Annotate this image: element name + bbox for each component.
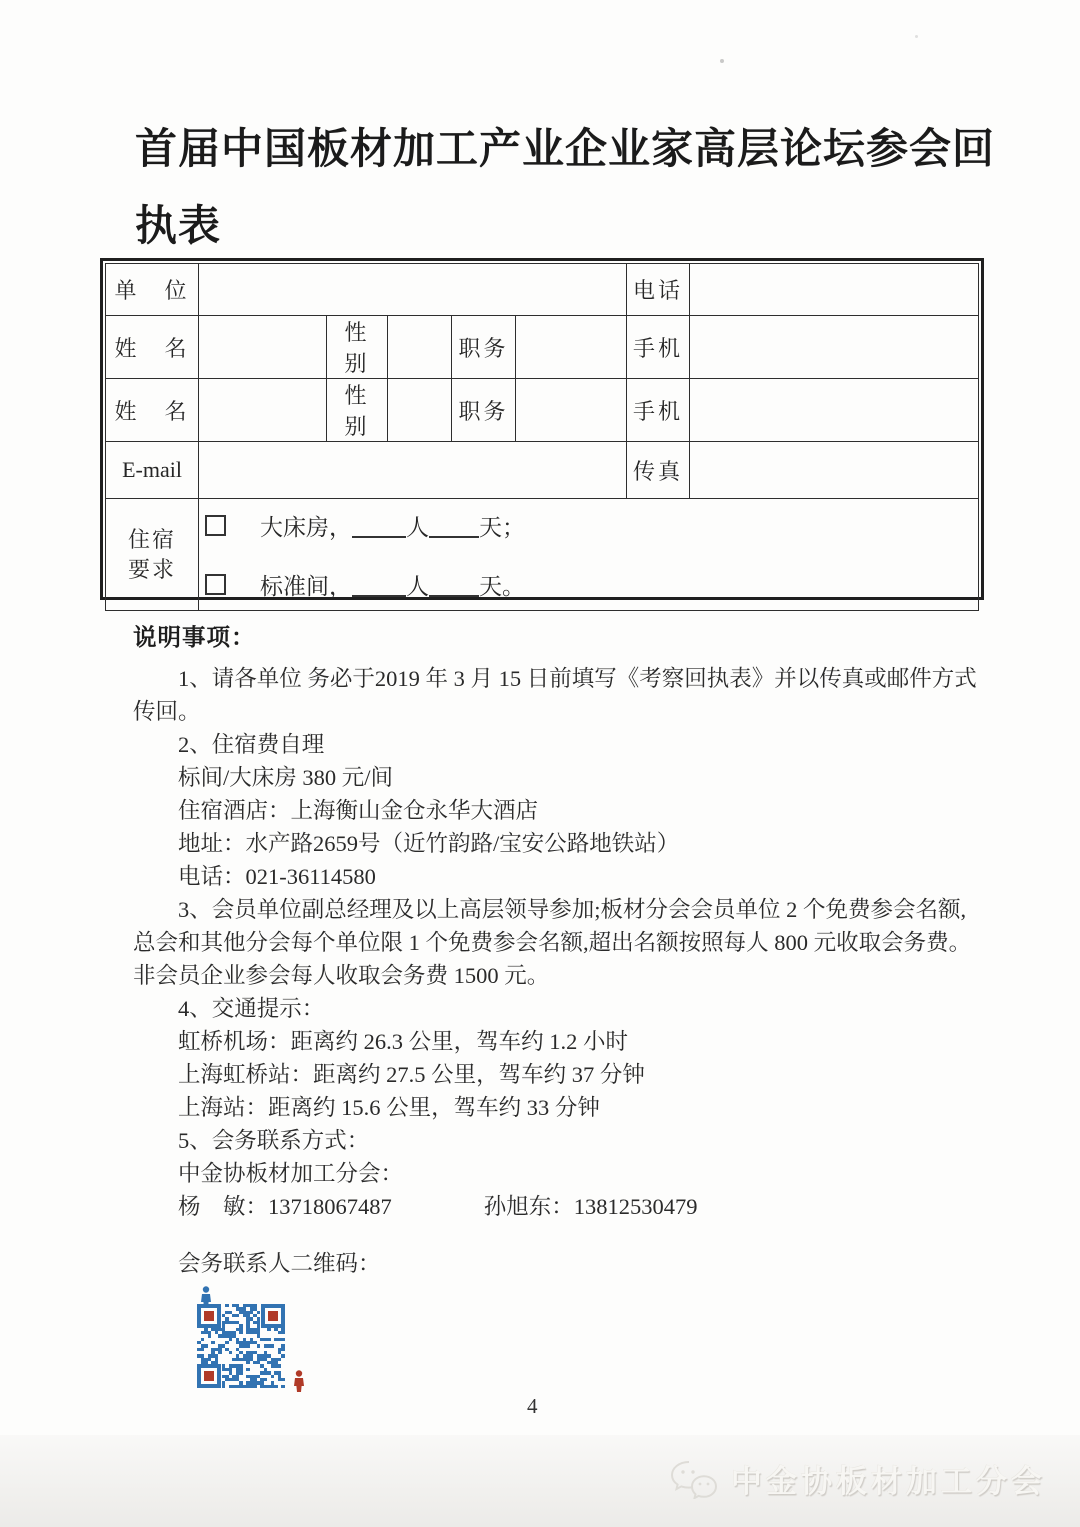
accommodation-options-cell bbox=[199, 499, 979, 611]
qr-caption: 会务联系人二维码： bbox=[178, 1251, 381, 1276]
wechat-icon bbox=[669, 1459, 721, 1499]
note-line: 住宿酒店：上海衡山金仓永华大酒店 bbox=[178, 798, 539, 823]
email-input-cell[interactable] bbox=[199, 442, 627, 499]
people-count-blank[interactable] bbox=[352, 513, 406, 538]
note-line: 电话：021-36114580 bbox=[178, 864, 376, 889]
email-label: E-mail bbox=[106, 442, 199, 499]
position-input-cell[interactable] bbox=[516, 316, 627, 379]
king-bed-checkbox[interactable] bbox=[205, 515, 226, 536]
registration-form-table bbox=[100, 258, 984, 600]
days-count-blank[interactable] bbox=[429, 513, 479, 538]
gender-label: 性别 bbox=[327, 379, 388, 442]
name-input-cell[interactable] bbox=[199, 379, 327, 442]
mobile-input-cell[interactable] bbox=[690, 316, 979, 379]
option-standard-room: 标准间， 人 天。 bbox=[205, 568, 972, 601]
contact-qr-code bbox=[197, 1304, 285, 1388]
notes-section bbox=[133, 618, 977, 1280]
table-row-accommodation bbox=[106, 499, 979, 611]
gender-input-cell[interactable] bbox=[388, 316, 452, 379]
page-title-line1: 首届中国板材加工产业企业家高层论坛参会回 bbox=[135, 127, 996, 173]
note-line: 总会和其他分会每个单位限 1 个免费参会名额,超出名额按照每人 800 元收取会务费。 bbox=[133, 930, 972, 955]
note-line: 1、请各单位 务必于2019 年 3 月 15 日前填写《考察回执表》并以传真或邮件方式 bbox=[178, 666, 977, 691]
qr-modules bbox=[197, 1304, 285, 1388]
person-icon-red bbox=[293, 1370, 305, 1392]
gender-label: 性别 bbox=[327, 316, 388, 379]
note-line: 地址：水产路2659号（近竹韵路/宝安公路地铁站） bbox=[178, 831, 680, 856]
note-line: 5、会务联系方式： bbox=[178, 1128, 370, 1153]
footer-watermark bbox=[669, 1456, 1046, 1501]
note-line: 非会员企业参会每人收取会务费 1500 元。 bbox=[133, 963, 550, 988]
fax-label: 传真 bbox=[627, 442, 690, 499]
contact-1: 杨 敏：13718067487 bbox=[178, 1194, 392, 1219]
watermark-text: 中金协板材加工分会 bbox=[731, 1464, 1046, 1499]
scan-noise-dot bbox=[720, 59, 724, 63]
name-label: 姓 名 bbox=[106, 379, 199, 442]
phone-label: 电话 bbox=[627, 264, 690, 316]
gender-input-cell[interactable] bbox=[388, 379, 452, 442]
table-row-attendee-2 bbox=[106, 379, 979, 442]
page-number: 4 bbox=[527, 1394, 538, 1418]
note-line: 标间/大床房 380 元/间 bbox=[178, 765, 394, 790]
table-row-email bbox=[106, 442, 979, 499]
notes-heading: 说明事项： bbox=[133, 625, 256, 651]
note-line: 2、住宿费自理 bbox=[178, 732, 325, 757]
name-input-cell[interactable] bbox=[199, 316, 327, 379]
page-title bbox=[135, 112, 995, 266]
table-row-unit bbox=[106, 264, 979, 316]
note-line: 中金协板材加工分会： bbox=[178, 1161, 404, 1186]
option-king-bed-room: 大床房， 人 天； bbox=[205, 509, 972, 542]
mobile-input-cell[interactable] bbox=[690, 379, 979, 442]
mobile-label: 手机 bbox=[627, 316, 690, 379]
unit-label: 单 位 bbox=[106, 264, 199, 316]
contacts-line bbox=[133, 1190, 949, 1223]
note-line: 3、会员单位副总经理及以上高层领导参加;板材分会会员单位 2 个免费参会名额, bbox=[178, 897, 967, 922]
phone-input-cell[interactable] bbox=[690, 264, 979, 316]
footer-strip bbox=[0, 1435, 1080, 1527]
note-line: 4、交通提示： bbox=[178, 996, 325, 1021]
standard-room-checkbox[interactable] bbox=[205, 574, 226, 595]
days-count-blank[interactable] bbox=[429, 572, 479, 597]
name-label: 姓 名 bbox=[106, 316, 199, 379]
mobile-label: 手机 bbox=[627, 379, 690, 442]
people-count-blank[interactable] bbox=[352, 572, 406, 597]
accommodation-label: 住宿 要求 bbox=[106, 499, 199, 611]
note-line: 传回。 bbox=[133, 699, 201, 724]
note-line: 上海虹桥站：距离约 27.5 公里，驾车约 37 分钟 bbox=[178, 1062, 645, 1087]
table-row-attendee-1 bbox=[106, 316, 979, 379]
position-label: 职务 bbox=[452, 316, 516, 379]
contact-2: 孙旭东：13812530479 bbox=[483, 1194, 698, 1219]
unit-input-cell[interactable] bbox=[199, 264, 627, 316]
note-line: 上海站：距离约 15.6 公里，驾车约 33 分钟 bbox=[178, 1095, 600, 1120]
note-line: 虹桥机场：距离约 26.3 公里，驾车约 1.2 小时 bbox=[178, 1029, 629, 1054]
page-title-line2: 执表 bbox=[135, 204, 222, 250]
scan-noise-dot bbox=[915, 35, 918, 38]
position-input-cell[interactable] bbox=[516, 379, 627, 442]
fax-input-cell[interactable] bbox=[690, 442, 979, 499]
position-label: 职务 bbox=[452, 379, 516, 442]
